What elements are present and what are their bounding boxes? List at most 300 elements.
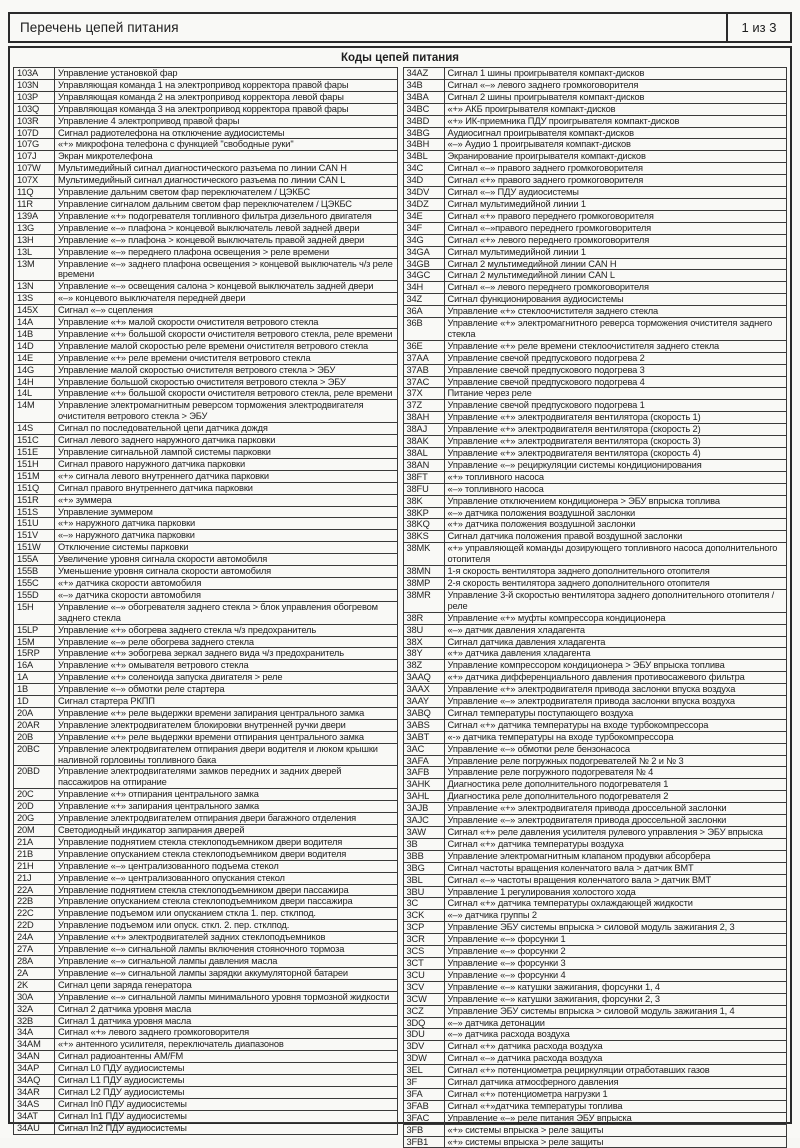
circuit-description: Управление электродвигателем отпирания двери водителя и люком крышки наливной горловины топливного бака — [55, 743, 398, 766]
table-row — [14, 210, 398, 222]
circuit-description: Управление «–» плафона > концевой выключатель левой задней двери — [55, 222, 398, 234]
circuit-description: Управление «+» муфты компрессора кондиционера — [444, 612, 787, 624]
table-row — [403, 934, 787, 946]
table-row — [14, 684, 398, 696]
circuit-code: 34BC — [403, 103, 444, 115]
circuit-code: 3AAQ — [403, 672, 444, 684]
circuit-code: 3FA — [403, 1088, 444, 1100]
circuit-description: «+» датчика положения воздушной заслонки — [444, 519, 787, 531]
circuit-description: Управление «+» электродвигателя вентилятора (скорость 4) — [444, 448, 787, 460]
circuit-code: 151S — [14, 506, 55, 518]
circuit-description: Управление сигнальной лампой системы парковки — [55, 447, 398, 459]
circuit-description: Управление «+» отпирания центрального замка — [55, 789, 398, 801]
table-row — [14, 707, 398, 719]
table-row — [14, 660, 398, 672]
table-row — [403, 519, 787, 531]
table-row — [403, 886, 787, 898]
circuit-code: 22A — [14, 884, 55, 896]
circuit-code: 20A — [14, 707, 55, 719]
table-row — [403, 624, 787, 636]
table-row — [403, 684, 787, 696]
circuit-description: Сигнал «–» правого заднего громкоговорителя — [444, 163, 787, 175]
circuit-description: Управление «–» форсунки 1 — [444, 934, 787, 946]
circuit-code: 30A — [14, 991, 55, 1003]
circuit-description: Управление «–» переднего плафона освещения > реле времени — [55, 246, 398, 258]
circuit-description: Сигнал «+» датчика температуры охлаждающей жидкости — [444, 898, 787, 910]
circuit-description: «–» датчика скорости автомобиля — [55, 589, 398, 601]
circuit-code: 24A — [14, 932, 55, 944]
circuit-code: 3F — [403, 1077, 444, 1089]
circuit-description: Сигнал правого наружного датчика парковки — [55, 458, 398, 470]
circuit-code: 3B — [403, 838, 444, 850]
circuit-description: «+» зуммера — [55, 494, 398, 506]
table-row — [14, 967, 398, 979]
circuit-description: «+» системы впрыска > реле защиты — [444, 1124, 787, 1136]
table-row — [14, 1027, 398, 1039]
table-row — [14, 542, 398, 554]
circuit-description: Сигнал 1 датчика уровня масла — [55, 1015, 398, 1027]
circuit-description: «+» антенного усилителя, переключатель диапазонов — [55, 1039, 398, 1051]
table-row — [14, 91, 398, 103]
table-row — [403, 1017, 787, 1029]
circuit-description: Управление «+» стеклоочистителя заднего стекла — [444, 306, 787, 318]
circuit-code: 20D — [14, 801, 55, 813]
table-row — [403, 898, 787, 910]
table-row — [403, 187, 787, 199]
circuit-code: 3FB — [403, 1124, 444, 1136]
table-row — [403, 412, 787, 424]
section-title: Коды цепей питания — [340, 52, 460, 64]
table-row — [14, 991, 398, 1003]
table-row — [403, 1041, 787, 1053]
circuit-description: Управление «–» форсунки 4 — [444, 969, 787, 981]
circuit-description: Сигнал радиоантенны AM/FM — [55, 1051, 398, 1063]
circuit-description: 1-я скорость вентилятора заднего дополнительного отопителя — [444, 566, 787, 578]
circuit-description: Управление «–» обмотки реле стартера — [55, 684, 398, 696]
table-row — [14, 836, 398, 848]
circuit-description: Управление ЭБУ системы впрыска > силовой модуль зажигания 2, 3 — [444, 922, 787, 934]
circuit-code: 3FB1 — [403, 1136, 444, 1148]
table-row — [403, 969, 787, 981]
table-row — [403, 151, 787, 163]
circuit-description: Управление «+» обогрева заднего стекла ч/з предохранитель — [55, 624, 398, 636]
table-row — [14, 979, 398, 991]
circuit-code: 22B — [14, 896, 55, 908]
circuit-code: 3C — [403, 898, 444, 910]
table-row — [14, 139, 398, 151]
circuit-description: Сигнал датчика атмосферного давления — [444, 1077, 787, 1089]
circuit-description: Экран микротелефона — [55, 151, 398, 163]
circuit-description: Управление «–» форсунки 2 — [444, 946, 787, 958]
table-row — [403, 910, 787, 922]
circuit-description: Управление большой скоростью очистителя ветрового стекла > ЭБУ — [55, 376, 398, 388]
circuit-description: Управление малой скоростью очистителя ветрового стекла > ЭБУ — [55, 364, 398, 376]
circuit-code: 3EL — [403, 1065, 444, 1077]
circuit-code: 20C — [14, 789, 55, 801]
circuit-code: 151W — [14, 542, 55, 554]
circuit-code: 34BG — [403, 127, 444, 139]
table-row — [403, 222, 787, 234]
circuit-description: Управление электродвигателями замков передних и задних дверей пассажиров на отпирание — [55, 766, 398, 789]
document-header — [8, 12, 792, 43]
table-row — [14, 1003, 398, 1015]
table-row — [14, 458, 398, 470]
table-row — [403, 707, 787, 719]
circuit-description: Светодиодный индикатор запирания дверей — [55, 825, 398, 837]
table-row — [403, 946, 787, 958]
circuit-code: 34AP — [14, 1063, 55, 1075]
circuit-description: «+» системы впрыска > реле защиты — [444, 1136, 787, 1148]
circuit-code: 3DV — [403, 1041, 444, 1053]
table-row — [403, 1077, 787, 1089]
circuit-code: 38FT — [403, 471, 444, 483]
table-row — [14, 506, 398, 518]
table-row — [403, 660, 787, 672]
circuit-description: Сигнал 2 шины проигрывателя компакт-дисков — [444, 91, 787, 103]
circuit-description: Сигнал радиотелефона на отключение аудиосистемы — [55, 127, 398, 139]
circuit-code: 20G — [14, 813, 55, 825]
table-row — [403, 993, 787, 1005]
circuit-code: 103P — [14, 91, 55, 103]
circuit-description: Сигнал L2 ПДУ аудиосистемы — [55, 1086, 398, 1098]
table-row — [14, 482, 398, 494]
circuit-description: «–» Аудио 1 проигрывателя компакт-дисков — [444, 139, 787, 151]
table-row — [403, 364, 787, 376]
circuit-code: 155D — [14, 589, 55, 601]
circuit-code: 145X — [14, 305, 55, 317]
circuit-code: 3BU — [403, 886, 444, 898]
circuit-description: «+» датчика давления хладагента — [444, 648, 787, 660]
circuit-code: 34BA — [403, 91, 444, 103]
circuit-code: 34H — [403, 282, 444, 294]
circuit-code: 103Q — [14, 103, 55, 115]
circuit-code: 38Y — [403, 648, 444, 660]
circuit-description: Мультимедийный сигнал диагностического разъема по линии CAN H — [55, 163, 398, 175]
table-row — [14, 719, 398, 731]
table-row — [14, 825, 398, 837]
table-row — [14, 281, 398, 293]
circuit-code: 155A — [14, 554, 55, 566]
circuit-code: 38KQ — [403, 519, 444, 531]
circuit-code: 3AJB — [403, 803, 444, 815]
table-row — [403, 459, 787, 471]
circuit-description: Диагностика реле дополнительного подогревателя 1 — [444, 779, 787, 791]
table-row — [403, 803, 787, 815]
circuit-code: 151H — [14, 458, 55, 470]
circuit-code: 3CS — [403, 946, 444, 958]
circuit-description: Управление «–» электродвигателя привода дроссельной заслонки — [444, 815, 787, 827]
circuit-description: Управление «–» форсунки 3 — [444, 957, 787, 969]
circuit-code: 13M — [14, 258, 55, 281]
table-row — [14, 115, 398, 127]
circuit-code: 38K — [403, 495, 444, 507]
circuit-code: 103A — [14, 68, 55, 80]
circuit-description: Управление «–» катушки зажигания, форсунки 2, 3 — [444, 993, 787, 1005]
circuit-code: 3CK — [403, 910, 444, 922]
circuit-code: 3BB — [403, 850, 444, 862]
circuit-description: Управление опусканием стекла стеклоподъемником двери пассажира — [55, 896, 398, 908]
circuit-description: Управление «–» электродвигателя привода заслонки впуска воздуха — [444, 696, 787, 708]
table-row — [14, 636, 398, 648]
table-row — [14, 79, 398, 91]
circuit-code: 14S — [14, 423, 55, 435]
circuit-code: 36E — [403, 340, 444, 352]
table-row — [14, 151, 398, 163]
circuit-description: Аудиосигнал проигрывателя компакт-дисков — [444, 127, 787, 139]
circuit-description: Уменьшение уровня сигнала скорости автомобиля — [55, 566, 398, 578]
circuit-description: Сигнал L1 ПДУ аудиосистемы — [55, 1075, 398, 1087]
circuit-description: Сигнал «+» правого переднего громкоговорителя — [444, 210, 787, 222]
circuit-description: Управление 1 регулирования холостого хода — [444, 886, 787, 898]
circuit-description: Управление «–» заднего плафона освещения > концевой выключатель ч/з реле времени — [55, 258, 398, 281]
circuit-code: 38Z — [403, 660, 444, 672]
table-row — [14, 1063, 398, 1075]
circuit-description: «+» наружного датчика парковки — [55, 518, 398, 530]
table-row — [403, 91, 787, 103]
circuit-code: 20M — [14, 825, 55, 837]
circuit-code: 34GA — [403, 246, 444, 258]
circuit-description: Управление зуммером — [55, 506, 398, 518]
codes-table-right — [403, 67, 788, 1148]
circuit-code: 20AR — [14, 719, 55, 731]
circuit-description: Управление «+» большой скорости очистителя ветрового стекла, реле времени — [55, 328, 398, 340]
circuit-description: «-» датчика температуры на входе турбокомпрессора — [444, 731, 787, 743]
circuit-description: «–» концевого выключателя передней двери — [55, 293, 398, 305]
table-row — [14, 801, 398, 813]
circuit-code: 11R — [14, 198, 55, 210]
circuit-description: Управление малой скоростью реле времени очистителя ветрового стекла — [55, 340, 398, 352]
circuit-description: Мультимедийный сигнал диагностического разъема по линии CAN L — [55, 175, 398, 187]
circuit-description: Управление «–» реле обогрева заднего стекла — [55, 636, 398, 648]
circuit-description: Управление «+» соленоида запуска двигателя > реле — [55, 672, 398, 684]
table-row — [14, 766, 398, 789]
table-row — [403, 163, 787, 175]
circuit-code: 22C — [14, 908, 55, 920]
circuit-description: Сигнал «+» потенциометра нагрузки 1 — [444, 1088, 787, 1100]
table-row — [403, 424, 787, 436]
table-row — [14, 68, 398, 80]
circuit-description: Управление поднятием стекла стеклоподъемником двери пассажира — [55, 884, 398, 896]
table-row — [14, 601, 398, 624]
circuit-description: Управление ЭБУ системы впрыска > силовой модуль зажигания 1, 4 — [444, 1005, 787, 1017]
circuit-code: 34GC — [403, 270, 444, 282]
circuit-description: Сигнал «+» датчика температуры на входе турбокомпрессора — [444, 719, 787, 731]
circuit-code: 13N — [14, 281, 55, 293]
table-row — [403, 448, 787, 460]
table-row — [403, 139, 787, 151]
circuit-code: 36A — [403, 306, 444, 318]
table-row — [14, 731, 398, 743]
table-row — [14, 530, 398, 542]
circuit-code: 34AT — [14, 1110, 55, 1122]
table-row — [403, 577, 787, 589]
table-row — [14, 672, 398, 684]
circuit-code: 38R — [403, 612, 444, 624]
circuit-code: 38AN — [403, 459, 444, 471]
circuit-code: 15H — [14, 601, 55, 624]
circuit-code: 2A — [14, 967, 55, 979]
circuit-description: «+» АКБ проигрывателя компакт-дисков — [444, 103, 787, 115]
table-row — [403, 270, 787, 282]
circuit-description: Сигнал температуры поступающего воздуха — [444, 707, 787, 719]
circuit-code: 38X — [403, 636, 444, 648]
circuit-description: Сигнал «–» ПДУ аудиосистемы — [444, 187, 787, 199]
circuit-description: Управление компрессором кондиционера > ЭБУ впрыска топлива — [444, 660, 787, 672]
circuit-description: Управление «+» эобогрева зеркал заднего вида ч/з предохранитель — [55, 648, 398, 660]
circuit-code: 3AHK — [403, 779, 444, 791]
table-row — [403, 400, 787, 412]
circuit-description: Управление «+» запирания центрального замка — [55, 801, 398, 813]
circuit-code: 13H — [14, 234, 55, 246]
table-row — [14, 258, 398, 281]
table-row — [14, 222, 398, 234]
circuit-description: Сигнал «+» левого заднего громкоговорителя — [55, 1027, 398, 1039]
circuit-code: 34D — [403, 175, 444, 187]
circuit-code: 14D — [14, 340, 55, 352]
circuit-code: 14H — [14, 376, 55, 388]
circuit-description: Управление «–» освещения салона > концевой выключатель задней двери — [55, 281, 398, 293]
table-row — [403, 815, 787, 827]
circuit-code: 3AAX — [403, 684, 444, 696]
table-row — [403, 198, 787, 210]
circuit-code: 151C — [14, 435, 55, 447]
table-row — [403, 436, 787, 448]
table-row — [14, 860, 398, 872]
table-row — [403, 68, 787, 80]
circuit-code: 37AC — [403, 376, 444, 388]
circuit-description: Сигнал «–» частоты вращения коленчатого вала > датчик ВМТ — [444, 874, 787, 886]
table-row — [403, 483, 787, 495]
table-row — [14, 198, 398, 210]
circuit-code: 103R — [14, 115, 55, 127]
circuit-description: Сигнал датчика положения правой воздушной заслонки — [444, 531, 787, 543]
circuit-code: 3CP — [403, 922, 444, 934]
circuit-code: 151M — [14, 470, 55, 482]
circuit-description: Сигнал 1 шины проигрывателя компакт-дисков — [444, 68, 787, 80]
circuit-code: 21H — [14, 860, 55, 872]
table-row — [14, 400, 398, 423]
circuit-description: Управление «+» реле выдержки времени отпирания центрального замка — [55, 731, 398, 743]
circuit-description: Сигнал правого внутреннего датчика парковки — [55, 482, 398, 494]
circuit-description: «–» датчика положения воздушной заслонки — [444, 507, 787, 519]
circuit-description: Управление электромагнитным реверсом торможения электродвигателя очистителя ветрового стекла > ЭБУ — [55, 400, 398, 423]
page-title: Перечень цепей питания — [20, 20, 179, 35]
circuit-code: 151E — [14, 447, 55, 459]
table-row — [403, 981, 787, 993]
circuit-code: 34AR — [14, 1086, 55, 1098]
circuit-description: Управление «+» подогревателя топливного фильтра дизельного двигателя — [55, 210, 398, 222]
circuit-code: 34A — [14, 1027, 55, 1039]
circuit-description: Управление отключением кондиционера > ЭБУ впрыска топлива — [444, 495, 787, 507]
circuit-code: 34C — [403, 163, 444, 175]
circuit-code: 34AN — [14, 1051, 55, 1063]
circuit-description: Управление подъемом или опусканием сткла 1. пер. стклпод. — [55, 908, 398, 920]
table-row — [14, 470, 398, 482]
circuit-code: 1B — [14, 684, 55, 696]
table-row — [14, 1075, 398, 1087]
table-row — [403, 1065, 787, 1077]
table-row — [14, 896, 398, 908]
circuit-description: Управление электродвигателем блокировки внутренней ручки двери — [55, 719, 398, 731]
table-row — [14, 317, 398, 329]
circuit-description: Сигнал «–» левого переднего громкоговорителя — [444, 282, 787, 294]
table-row — [14, 1110, 398, 1122]
circuit-code: 34F — [403, 222, 444, 234]
table-row — [14, 743, 398, 766]
circuit-description: Увеличение уровня сигнала скорости автомобиля — [55, 554, 398, 566]
table-row — [14, 246, 398, 258]
table-row — [403, 1029, 787, 1041]
circuit-code: 21A — [14, 836, 55, 848]
circuit-description: Сигнал стартера РКПП — [55, 696, 398, 708]
circuit-code: 3ABT — [403, 731, 444, 743]
circuit-description: Управление поднятием стекла стеклоподъемником двери водителя — [55, 836, 398, 848]
circuit-description: Управление опусканием стекла стеклоподъемником двери водителя — [55, 848, 398, 860]
table-row — [403, 731, 787, 743]
circuit-description: Управление электромагнитным клапаном продувки абсорбера — [444, 850, 787, 862]
circuit-code: 20B — [14, 731, 55, 743]
table-row — [14, 696, 398, 708]
circuit-description: Сигнал «–» датчика расхода воздуха — [444, 1053, 787, 1065]
table-row — [14, 813, 398, 825]
circuit-description: «–» датчика группы 2 — [444, 910, 787, 922]
table-row — [14, 908, 398, 920]
circuit-code: 34G — [403, 234, 444, 246]
circuit-description: Управление «+» омывателя ветрового стекла — [55, 660, 398, 672]
circuit-code: 3ABS — [403, 719, 444, 731]
circuit-code: 3AW — [403, 827, 444, 839]
circuit-code: 3CZ — [403, 1005, 444, 1017]
circuit-code: 13S — [14, 293, 55, 305]
circuit-code: 34AU — [14, 1122, 55, 1134]
circuit-description: Управление «–» плафона > концевой выключатель правой задней двери — [55, 234, 398, 246]
circuit-description: Сигнал «+» левого переднего громкоговорителя — [444, 234, 787, 246]
circuit-code: 34BH — [403, 139, 444, 151]
circuit-description: Управление реле погружного подогревателя № 4 — [444, 767, 787, 779]
table-row — [403, 957, 787, 969]
table-row — [14, 1086, 398, 1098]
table-row — [14, 187, 398, 199]
circuit-description: Сигнал «–» левого заднего громкоговорителя — [444, 79, 787, 91]
circuit-description: «+» микрофона телефона с функцией "свободные руки" — [55, 139, 398, 151]
circuit-description: Управление «–» централизованного опускания стекол — [55, 872, 398, 884]
circuit-code: 3AC — [403, 743, 444, 755]
circuit-description: Управление «+» малой скорости очистителя ветрового стекла — [55, 317, 398, 329]
circuit-code: 107W — [14, 163, 55, 175]
circuit-code: 38AK — [403, 436, 444, 448]
table-row — [403, 1005, 787, 1017]
circuit-code: 21J — [14, 872, 55, 884]
table-row — [14, 518, 398, 530]
circuit-code: 37AB — [403, 364, 444, 376]
table-row — [403, 566, 787, 578]
table-row — [403, 531, 787, 543]
circuit-code: 14L — [14, 388, 55, 400]
circuit-description: Управление «–» катушки зажигания, форсунки 1, 4 — [444, 981, 787, 993]
circuit-description: Управление «+» электродвигателей задних стеклоподъемников — [55, 932, 398, 944]
table-row — [14, 305, 398, 317]
circuit-code: 14B — [14, 328, 55, 340]
table-row — [14, 127, 398, 139]
table-row — [403, 827, 787, 839]
circuit-description: Сигнал функционирования аудиосистемы — [444, 294, 787, 306]
table-row — [403, 282, 787, 294]
circuit-description: Управление установкой фар — [55, 68, 398, 80]
table-row — [403, 318, 787, 341]
circuit-code: 34E — [403, 210, 444, 222]
circuit-code: 38AJ — [403, 424, 444, 436]
circuit-description: Управление «–» обмотки реле бензонасоса — [444, 743, 787, 755]
